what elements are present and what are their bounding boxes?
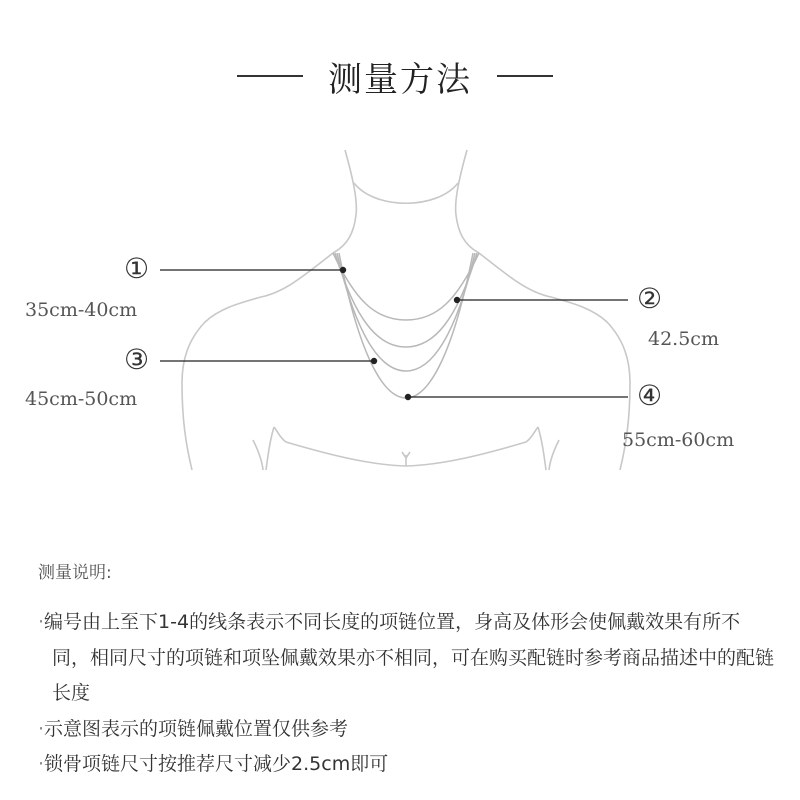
marker-length-1: 35cm-40cm	[25, 299, 138, 321]
marker-number-1: ①	[124, 252, 150, 285]
necklace-3	[337, 253, 475, 371]
note-text: 示意图表示的项链佩戴位置仅供参考	[44, 717, 349, 740]
note-item	[38, 712, 778, 748]
bullet: ·	[38, 611, 45, 633]
marker-dot-1	[340, 267, 345, 272]
marker-number-2: ②	[637, 282, 663, 315]
marker-dot-2	[454, 297, 459, 302]
shoulder-right	[479, 253, 630, 470]
marker-dot-4	[405, 394, 410, 399]
bullet: ·	[38, 753, 45, 775]
necklace-1	[333, 253, 479, 320]
bodice-right-edge	[538, 427, 546, 470]
arm-left	[253, 440, 263, 470]
arm-right	[549, 440, 559, 470]
bodice-left-edge	[266, 427, 274, 470]
marker-number-3: ③	[124, 343, 150, 376]
marker-length-3: 45cm-50cm	[25, 388, 138, 410]
sternum	[402, 452, 410, 466]
notes-list	[38, 605, 778, 783]
neck-left	[333, 150, 356, 253]
body-outline	[182, 150, 630, 470]
necklaces	[333, 253, 479, 398]
note-item	[38, 747, 778, 783]
chin	[354, 183, 458, 203]
page-title: 测量方法	[328, 60, 472, 100]
marker-dot-3	[371, 358, 376, 363]
note-text: 编号由上至下1-4的线条表示不同长度的项链位置，身高及体形会使佩戴效果有所不同，相同尺寸的项链和项坠佩戴效果亦不相同，可在购买配链时参考商品描述中的配链长度	[44, 611, 775, 704]
note-text: 锁骨项链尺寸按推荐尺寸减少2.5cm即可	[44, 753, 389, 775]
marker-number-4: ④	[637, 379, 663, 412]
neck-right	[456, 150, 479, 253]
marker-length-2: 42.5cm	[648, 328, 719, 350]
notes-heading: 测量说明:	[38, 563, 112, 583]
note-item	[38, 605, 778, 712]
marker-length-4: 55cm-60cm	[622, 429, 735, 451]
bullet: ·	[38, 717, 45, 740]
